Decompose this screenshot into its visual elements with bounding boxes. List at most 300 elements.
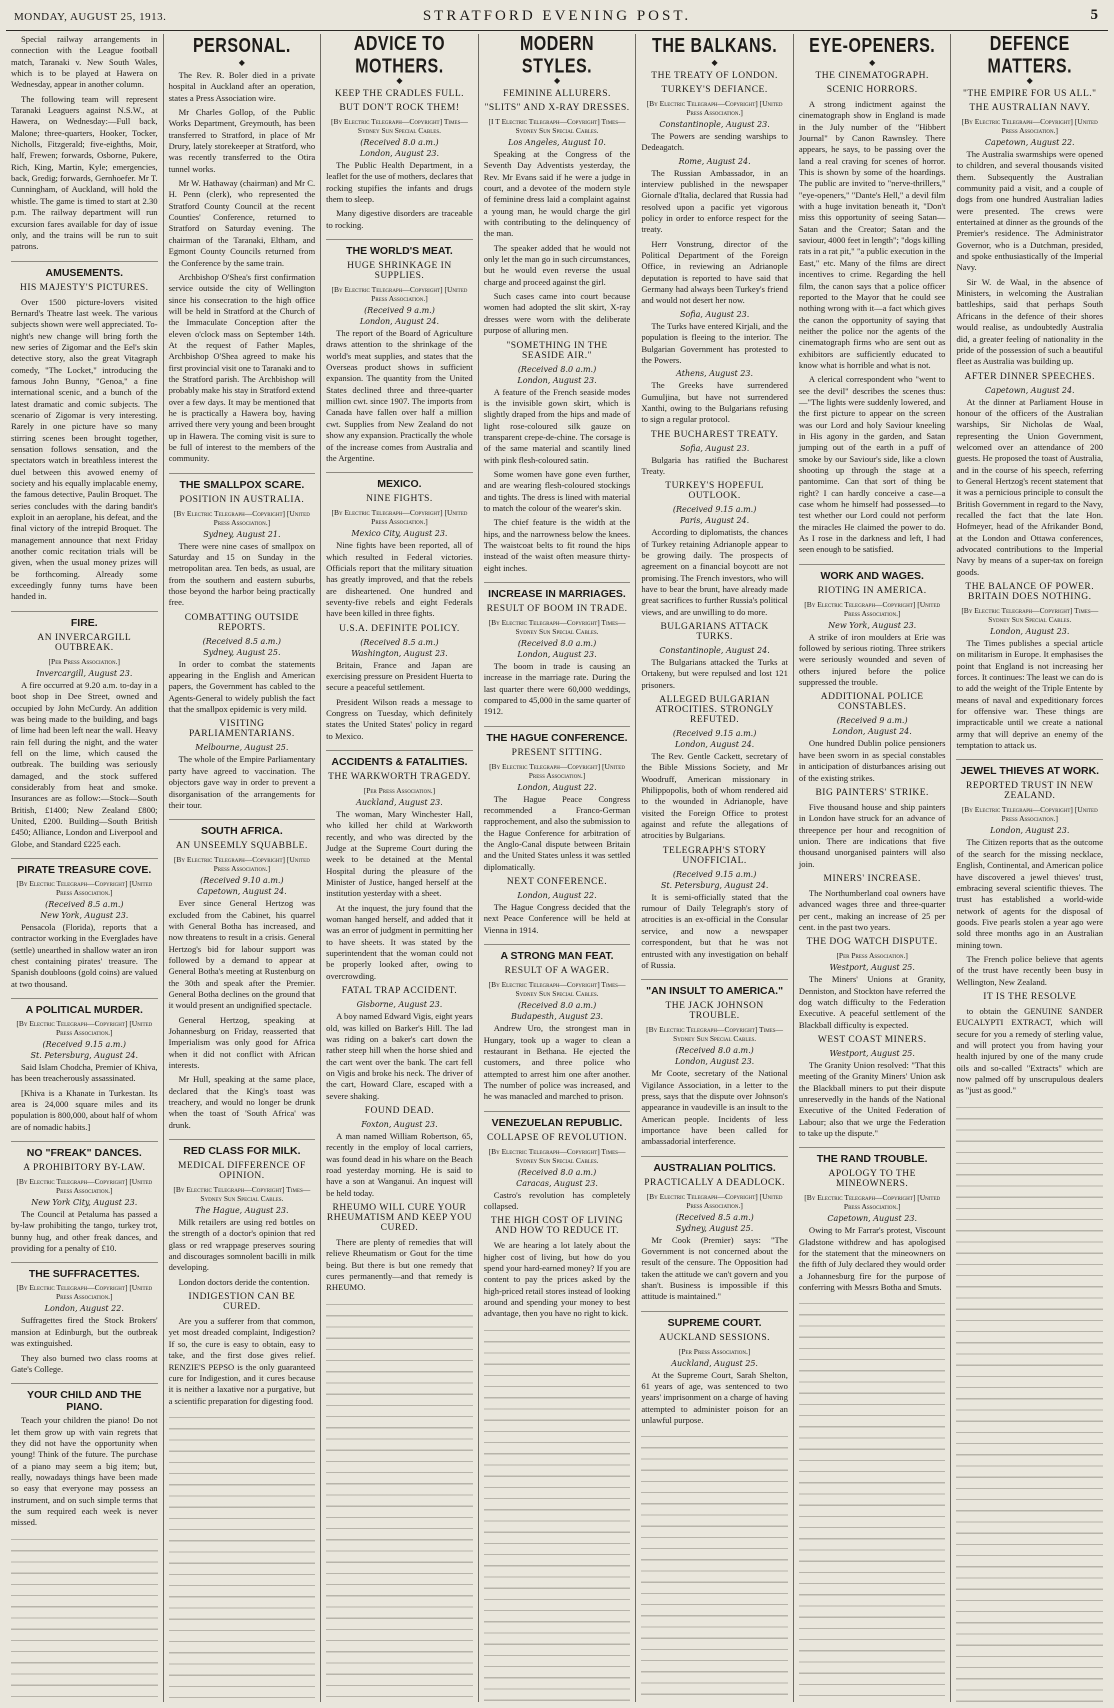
article-subheading: MINERS' INCREASE. [823, 873, 921, 884]
article-subheading: ADDITIONAL POLICE CONSTABLES. [820, 692, 924, 713]
received-time: (Received 9 a.m.) [836, 716, 908, 726]
article-paragraph: Speaking at the Congress of the Seventh Day Adventists yesterday, the Rev. Mr Evans said if he were a judge in court, and a devotee of the modern style of feminine dress laid a complaint against a young man, he would charge the girl with contributing to the delinquency of the man. [483, 149, 631, 239]
article-subheading: THE DOG WATCH DISPUTE. [806, 937, 938, 948]
dateline: St. Petersburg, August 24. [30, 1051, 139, 1061]
article-paragraph: Said Islam Chodcha, Premier of Khiva, has been treacherously assassinated. [11, 1062, 158, 1084]
article [169, 1292, 316, 1407]
article-heading: MEXICO. [326, 472, 473, 490]
column-4 [479, 34, 637, 1702]
dateline: New York, August 23. [40, 910, 129, 920]
article-heading: A STRONG MAN FEAT. [484, 944, 631, 962]
article-subheading: VISITING PARLIAMENTARIANS. [188, 719, 295, 740]
column-heading: EYE-OPENERS. [809, 35, 936, 57]
article-heading: A POLITICAL MURDER. [11, 998, 158, 1016]
wire-credit: [By Electric Telegraph—Copyright] [United Press Association.] [804, 1193, 941, 1212]
article-paragraph: The Public Health Department, in a leaflet for the use of mothers, declares that rocking stupifies the infants and drugs them to sleep. [326, 160, 473, 205]
article-subheading: THE AUSTRALIAN NAVY. [969, 103, 1091, 113]
dateline: Sofia, August 23. [679, 443, 750, 453]
dateline: Sydney, August 21. [203, 529, 281, 539]
article-heading: THE RAND TROUBLE. [799, 1147, 946, 1165]
article-heading: SOUTH AFRICA. [169, 819, 316, 837]
masthead [6, 4, 1108, 31]
article-subheading: AN UNSEEMLY SQUABBLE. [175, 841, 308, 852]
article-subheading: RESULT OF A WAGER. [504, 966, 610, 977]
wire-credit: [I T Electric Telegraph—Copyright] Times—Sydney Sun Special Cables. [488, 117, 626, 135]
continuation-text [799, 1296, 946, 1702]
article-subheading: THE BUCHAREST TREATY. [650, 429, 779, 440]
article [641, 310, 788, 366]
article-subheading: "SOMETHING IN THE SEASIDE AIR." [506, 340, 608, 361]
article-subheading: U.S.A. DEFINITE POLICY. [339, 623, 460, 634]
wire-credit: [By Electric Telegraph—Copyright] [United Press Association.] [804, 599, 941, 618]
article-paragraph: Mr W. Hathaway (chairman) and Mr C. H. Penn (clerk), who represented the Stratford County Council at the recent Counties' Conference, returned to Stratford on Saturday evening. The chairman of the Taranaki, Eltham, and Egmont County Councils returned from the Conference by the same train. [168, 178, 316, 268]
article-paragraph: The woman, Mary Winchester Hall, who killed her child at Warkworth recently, and who was directed by the Judge at the Supreme Court during the week to be detained at the Mental Hospital during the pleasure of the Minister of Justice, hanged herself at the institution yesterday with a sheet. [326, 809, 473, 899]
ornament-divider: ◆ [711, 58, 718, 67]
article-paragraph: A clerical correspondent who "went to see the devil" describes the scenes thus:—"The lights were suddenly lowered, and the first picture to appear on the screen was our Lord and holy Saviour kneeling in His agony in the garden, and Satan jumping out of the earth in a puff of smoke by our Saviour's side, like a clown shooting up through the stage at a pantomime. Can that sort of thing be right? I can hardly conceive a case—a case whom he himself had possessed—to test whether our Lord could not perform the miracles He claimed the power to do. As I rose in the darkness and left, I had seen enough to be satisfied. [798, 374, 946, 555]
article-subheading: FEMININE ALLURERS. [503, 89, 611, 99]
wire-credit: [By Electric Telegraph—Copyright] [United Press Association.] [16, 1283, 153, 1302]
article-subheading: INDIGESTION CAN BE CURED. [188, 1292, 296, 1313]
dateline: London, August 24. [832, 727, 912, 737]
article-paragraph: The Council at Petaluma has passed a by-law prohibiting the tango, turkey trot, bunny hug, and other freak dances, and providing for a penalty of £10. [11, 1209, 158, 1254]
article-subheading: POSITION IN AUSTRALIA. [179, 494, 305, 505]
article [641, 1156, 788, 1303]
wire-credit: [Per Press Association.] [363, 786, 436, 795]
article-paragraph: A feature of the French seaside modes is the invisible gown skirt, which is slightly draped from the hips and made of light rose-coloured silk gauze on transparent crepe-de-chine. The corsage is of the same material and scantily lined with pink flesh-coloured satin. [483, 386, 631, 465]
article-subheading: TURKEY'S HOPEFUL OUTLOOK. [665, 481, 764, 502]
article-paragraph: We are hearing a lot lately about the higher cost of living, but how do you spend your hard-earned money? If you are content to pay the prices asked by the high-priced retail stores instead of looking around and spending your money to best advantage, then you have no right to kick. [483, 1240, 631, 1319]
article-paragraph: In order to combat the statements appearing in the English and American papers, the Government has cabled to the Agents-General to widely publish the fact that the smallpox epidemic is very mild. [168, 658, 316, 715]
wire-credit: [By Electric Telegraph—Copyright] Times—Sydney Sun Special Cables. [173, 1185, 311, 1204]
received-time: (Received 9.10 a.m.) [200, 876, 284, 886]
column-2 [164, 34, 322, 1702]
article [169, 1139, 316, 1288]
article-subheading: THE BALANCE OF POWER. BRITAIN DOES NOTHING. [965, 582, 1095, 603]
article-paragraph: Some women have gone even further, and are wearing flesh-coloured stockings and tights. The dress is lined with material to match the colour of the wearer's skin. [483, 468, 631, 513]
article-paragraph: Archbishop O'Shea's first confirmation service outside the city of Wellington since his consecration to the high office will be held in Stratford at the Church of the Immaculate Conception after the eleven o'clock mass on September 14th. At the request of Father Maples, Archbishop O'Shea agreed to make his first provincial visit one to Taranaki and to the Stratford parish. The Archbishop will probably make his stay in Stratford extend over a few days. It may be mentioned that he is practically a Hawera boy, having arrived there very young and been brought up in Hawera. The coming visit is sure to be full of interest to the members of the community. [168, 271, 316, 464]
article-paragraph: At the dinner at Parliament House in honour of the officers of the Australian warships, Sir Nicholas de Waal, representing the Union Government, welcomed over an attendance of 200 guests. He proposed the toast of Australia, and in the course of his speech, referring to General Hertzog's recent statement that it was a pernicious principle to consult the British Government in regard to the Navy, recalled the fact that the late Hon. Hofmeyer, head of the Afrikander Bond, at the London and Ottawa conferences, advocated contributions to the Imperial Navy by means of a super-tax on foreign goods. [956, 396, 1104, 577]
column-heading: ADVICE TO MOTHERS. [353, 34, 446, 78]
article [484, 1111, 631, 1213]
continuation-text [484, 1323, 631, 1702]
article-subheading: NINE FIGHTS. [366, 494, 433, 505]
article-paragraph: A strike of iron moulders at Erie was followed by serious rioting. Three strikers were seriously wounded and seven of others injured before the police suppressed the trouble. [798, 631, 946, 688]
article-heading: "AN INSULT TO AMERICA." [641, 979, 788, 997]
article-subheading: AFTER DINNER SPEECHES. [964, 371, 1096, 382]
article-subheading: FOUND DEAD. [364, 1105, 435, 1116]
article-paragraph: Pensacola (Florida), reports that a contractor working in the Everglades have (settle) unearthed in shallow water an iron chest containing pirates' treasure. The Spanish doubloons (gold coins) are valued at two thousand. [11, 921, 158, 989]
ornament-divider: ◆ [1026, 76, 1033, 85]
article-paragraph: President Wilson reads a message to Congress on Tuesday, which definitely states the United States' policy in regard to Mexico. [326, 696, 473, 741]
article-paragraph: The Hague Congress decided that the next Peace Conference will be held at Vienna in 1914. [483, 902, 631, 935]
article-paragraph: The Granity Union resolved: "That this meeting of the Granity Miners' Union ask the Blackball miners to put their dispute unreservedly in the hands of the National Executive of the United Federation of Labour; also that we urge the Federation to take up the dispute." [798, 1060, 946, 1139]
dateline: New York, August 23. [828, 620, 917, 630]
article [326, 472, 473, 619]
article-subheading: BIG PAINTERS' STRIKE. [815, 787, 929, 798]
dateline: London, August 23. [359, 149, 440, 158]
article-paragraph: The report of the Board of Agriculture draws attention to the shrinkage of the world's meat supplies, and states that the Overseas product shows in sufficient expansion. The quantity from the United States declined three and three-quarter million cwt. since 1907. The imports from Canada have fallen over half a million cwt. Supplies from New Zealand do not show any expansion. Practically the whole of the increase comes from Australia and the Argentine. [326, 328, 473, 463]
article [484, 341, 631, 575]
article-paragraph: Ever since General Hertzog was excluded from the Cabinet, his quarrel with General Botha has increased, and now threatens to result in a crisis. General Hertzog's bid for labour support was followed by a demand to appear at General Botha's meeting at Rustenburg on the 30th and speak after the Premier. General Botha declines on the ground that it would present an undignified spectacle. [168, 898, 316, 1011]
wire-credit: [By Electric Telegraph—Copyright] [United Press Association.] [646, 99, 783, 117]
column-3 [321, 34, 479, 1702]
columns [6, 34, 1108, 1702]
column-5 [636, 34, 794, 1702]
article-paragraph: Mr Hull, speaking at the same place, declared that the King's toast was treachery, and would no longer be drunk when the toast of 'South Africa' was drunk. [168, 1074, 316, 1130]
article-heading: SUPREME COURT. [641, 1311, 788, 1329]
article-paragraph: Mr Coote, secretary of the National Vigilance Association, in a letter to the press, says that the dispute over Johnson's appearance in vaudeville is an insult to the American people. Incidents of less importance have been called for ambassadorial interference. [641, 1068, 788, 1147]
article-subheading: BUT DON'T ROCK THEM! [339, 103, 460, 113]
dateline: Rome, August 24. [678, 156, 751, 166]
article [641, 622, 788, 691]
article-paragraph: The Russian Ambassador, in an interview published in the newspaper Giornale d'Italia, declared that Russia had resolved upon a pacific yet vigorous policy in order to enforce respect for the treaty. [641, 167, 788, 235]
article-paragraph: The Greeks have surrendered Gumuljina, but have not surrendered Xanthi, owing to the Bulgarians refusing to sign a regular protocol. [641, 380, 788, 425]
article-subheading: ALLEGED BULGARIAN ATROCITIES. STRONGLY REFUTED. [655, 695, 775, 726]
dateline: Westport, August 25. [829, 1049, 915, 1058]
article-subheading: RIOTING IN AMERICA. [817, 585, 927, 596]
article-paragraph: The French police believe that agents of the trust have recently been busy in Wellington, New Zealand. [956, 953, 1104, 987]
article [641, 157, 788, 307]
article-paragraph: The following team will represent Taranaki Leaguers against N.S.W., at Hawera, on Wednesday:—Full back, Malone; three-quarters, Hooker, Tocker, Nicholls, Fitzgerald; five-eighths, Moir, half, Frewen; forwards, Osborne, Pukere, Rich, King, Martin, Kyle; emergencies, back, Gredig; forwards, Gernhoefer. Mr T. Cunningham, of Auckland, will hold the whistle. The game is timed to start at 2.30 p.m. The railway department will run excursion fares available for day of issue only, and the trains will be run to suit patrons. [11, 93, 158, 252]
article [326, 1203, 473, 1294]
wire-credit: [By Electric Telegraph—Copyright] Times—Sydney Sun Special Cables. [488, 1146, 626, 1165]
article-paragraph: Sir W. de Waal, in the absence of Ministers, in welcoming the Australian battleships, said that perhaps South Africans in the defence of their shores would realise, as undoubtedly Australia did, a greater feeling of nationality in the pride of the possession of such a beautiful fleet as Australia was building up. [956, 276, 1104, 367]
continuation-text [169, 1410, 316, 1702]
article [799, 1035, 946, 1139]
article-subheading: RESULT OF BOOM IN TRADE. [486, 604, 628, 614]
article [641, 695, 788, 842]
article-paragraph: General Hertzog, speaking at Johannesburg on Friday, reasserted that Imperialism was only good for Africa when it did not conflict with African interests. [168, 1014, 316, 1070]
article-paragraph: Milk retailers are using red bottles on the strength of a doctor's opinion that red glass or red wrappage preserves souring and discourages somnolent bacilli in milk developing. [168, 1217, 316, 1273]
dateline: Los Angeles, August 10. [508, 138, 606, 147]
article [326, 750, 473, 982]
wire-credit: [By Electric Telegraph—Copyright] [United Press Association.] [331, 285, 468, 304]
article-subheading: HUGE SHRINKAGE IN SUPPLIES. [347, 261, 452, 282]
wire-credit: [By Electric Telegraph—Copyright] Times—Sydney Sun Special Cables. [961, 606, 1099, 625]
received-time: (Received 9.15 a.m.) [672, 505, 757, 515]
article [956, 582, 1103, 751]
article-paragraph: The Turks have entered Kirjali, and the population is fleeing to the interior. The Bulgarian Government has protested to the Powers. [641, 320, 788, 365]
dateline: Caracas, August 23. [516, 1178, 598, 1188]
article-paragraph: A strong indictment against the cinematograph show in England is made in the July number of the "Hibbert Journal" by Canon Rawnsley. There appears, he says, to be passing over the land a real craving for scenes of horror. This is shown by some of the hoardings. The public are invited to "nerve-thrillers," "eye-openers," "Dante's Hell," a devil film with a huge invitation beneath it, "Don't miss this opportunity of seeing Satan—Satan and the Creator; Satan and the saviour, 4000 feet in length"; "dogs killing rats in a rat pit," "a public execution in the East," etc. Many of the films are direct incentives to crime. Regarding the hell film, the canon says that a police officer reported to the Mayor that he could see nothing wrong with it—a fact which gives the canon the opportunity of saying that neither the police nor the agents of the cinematograph firms who are sent out as exhibitors are sufficiently educated to know what is horrible and what is not. [798, 99, 946, 370]
wire-credit: [By Electric Telegraph—Copyright] [United Press Association.] [489, 761, 625, 780]
article [641, 979, 788, 1147]
article-paragraph: Herr Vonstrung, director of the Political Department of the Foreign Office, in reviewing an Adrianople deputation is reported to have said that Germany had always been Turkey's friend and would not desert her now. [641, 238, 788, 306]
article [169, 613, 316, 716]
dateline: Washington, August 23. [351, 648, 448, 658]
article [799, 937, 946, 1031]
article-heading: THE SUFFRACETTES. [11, 1262, 158, 1280]
article-subheading: THE HIGH COST OF LIVING AND HOW TO REDUCE IT. [490, 1216, 624, 1237]
article-heading: ACCIDENTS & FATALITIES. [326, 750, 473, 768]
dateline: Constantinople, August 24. [659, 646, 770, 655]
article-heading: NO "FREAK" DANCES. [11, 1141, 158, 1159]
article [484, 89, 631, 337]
article-subheading: TELEGRAPH'S STORY UNOFFICIAL. [662, 845, 767, 866]
article-subheading: "SLITS" AND X-RAY DRESSES. [484, 103, 630, 113]
article [956, 759, 1103, 987]
wire-credit: [By Electric Telegraph—Copyright] Times—Sydney Sun Special Cables. [488, 618, 626, 636]
dateline: Capetown, August 24. [984, 385, 1075, 395]
article-paragraph: The Powers are sending warships to Dedeagatch. [641, 131, 788, 153]
article [484, 582, 631, 718]
dateline: London, August 22. [44, 1304, 124, 1314]
article-heading: THE WORLD'S MEAT. [326, 239, 473, 257]
article-paragraph: to obtain the GENUINE SANDER EUCALYPTI EXTRACT, which will secure for you a remedy of sterling value, and will protect you from having your health injured by one of the many crude oils and so-called "Extracts" which are now palmed off by unscrupulous dealers as "just as good." [956, 1005, 1104, 1096]
article [956, 372, 1103, 579]
received-time: (Received 9.15 a.m.) [42, 1040, 127, 1050]
dateline: The Hague, August 23. [195, 1206, 289, 1216]
column-heading: PERSONAL. [192, 35, 291, 57]
article [799, 874, 946, 933]
ornament-divider: ◆ [553, 76, 561, 85]
article-paragraph: The Times publishes a special article on militarism in Europe. It emphasises the point that England is not increasing her forces. It continues: The least we can do is to add the weight of the Triple Entente by means of naval and expeditionary forces for offensive war. These things are impracticable until we create a national army that will deprive an enemy of the temptation to attack us. [956, 638, 1104, 751]
article-subheading: WEST COAST MINERS. [817, 1035, 927, 1045]
article-paragraph: There were nine cases of smallpox on Saturday and 15 on Sunday in the metropolitan area. Ten beds, as usual, are from the southern and eastern suburbs, those beyond the harbor being practically free. [168, 540, 316, 608]
dateline: Gisborne, August 23. [356, 1000, 443, 1010]
dateline: Westport, August 25. [829, 963, 915, 973]
dateline: Constantinople, August 23. [659, 120, 770, 129]
article-paragraph: There are plenty of remedies that will relieve Rheumatism or Gout for the time being. But there is but one remedy that cures permanently—and that remedy is RHEUMO. [326, 1236, 473, 1293]
dateline: Auckland, August 25. [671, 1358, 758, 1368]
article-subheading: "THE EMPIRE FOR US ALL." [963, 89, 1097, 99]
article [326, 89, 473, 231]
wire-credit: [By Electric Telegraph—Copyright] [United Press Association.] [16, 1177, 153, 1196]
received-time: (Received 8.0 a.m.) [675, 1046, 754, 1056]
wire-credit: [Per Press Association.] [836, 951, 908, 961]
article-subheading: RHEUMO WILL CURE YOUR RHEUMATISM AND KEEP YOU CURED. [326, 1202, 472, 1233]
article-subheading: COLLAPSE OF REVOLUTION. [487, 1132, 628, 1143]
article-paragraph: The Rev. R. Boler died in a private hospital in Auckland after an operation, states a Press Association wire. [168, 70, 316, 103]
article-heading: YOUR CHILD AND THE PIANO. [11, 1383, 158, 1413]
continuation-text [326, 1297, 473, 1702]
article-paragraph: Five thousand house and ship painters in London have struck for an advance of threepence per hour and recognition of union. There are indications that five thousand unorganised painters will also join. [798, 801, 946, 869]
article-paragraph: The speaker added that he would not only let the man go in such circumstances, but he would even reverse the usual charge and proceed against the girl. [483, 242, 631, 287]
article [11, 858, 158, 990]
issue-date: MONDAY, AUGUST 25, 1913. [14, 11, 167, 23]
article [484, 944, 631, 1102]
received-time: (Received 8.5 a.m.) [202, 636, 282, 646]
dateline: Auckland, August 23. [356, 798, 443, 807]
article-paragraph: One hundred Dublin police pensioners have been sworn in as special constables in anticipation of disturbances arising out of the existing strikes. [798, 738, 946, 783]
continuation-text [11, 1532, 158, 1702]
article [11, 1262, 158, 1375]
continuation-text [956, 1100, 1103, 1702]
article [11, 34, 158, 253]
article-subheading: REPORTED TRUST IN NEW ZEALAND. [965, 781, 1094, 802]
article-paragraph: The Northumberland coal owners have advanced wages three and three-quarter per cent., making an increase of 25 per cent. in the past two years. [798, 887, 946, 932]
received-time: (Received 9.15 a.m.) [672, 869, 757, 879]
article [169, 70, 316, 465]
received-time: (Received 8.0 a.m.) [517, 1001, 597, 1011]
article-heading: VENEZUELAN REPUBLIC. [484, 1111, 631, 1129]
article [956, 89, 1103, 368]
article-subheading: THE JACK JOHNSON TROUBLE. [665, 1001, 764, 1022]
article-paragraph: Suffragettes fired the Stock Brokers' mansion at Edinburgh, but the outbreak was extinguished. [11, 1315, 158, 1349]
received-time: (Received 8.0 a.m.) [517, 1167, 597, 1177]
column-6 [794, 34, 952, 1702]
article [11, 611, 158, 850]
article-heading: AUSTRALIAN POLITICS. [641, 1156, 788, 1174]
dateline: London, August 23. [990, 826, 1070, 836]
article-paragraph: Mr Charles Gollop, of the Public Works Department, Greymouth, has been transferred to Stratford, in place of Mr Drury, lately storekeeper at Stratford, who was recently transferred to the Otira tunnel works. [168, 107, 316, 174]
article-subheading: PRESENT SITTING. [511, 747, 603, 758]
article-paragraph: The whole of the Empire Parliamentary party have agreed to vaccination. The objectors gave way in order to prevent a disorganisation of the arrangements for their tour. [168, 754, 316, 810]
article [641, 481, 788, 618]
article-heading: PIRATE TREASURE COVE. [11, 858, 158, 876]
dateline: Capetown, August 23. [827, 1214, 917, 1224]
wire-credit: [By Electric Telegraph—Copyright] [United Press Association.] [646, 1191, 783, 1210]
received-time: (Received 9.15 a.m.) [672, 729, 757, 739]
article-paragraph: Bulgaria has ratified the Bucharest Treaty. [641, 454, 788, 476]
article-subheading: NEXT CONFERENCE. [506, 877, 608, 888]
received-time: (Received 8.5 a.m.) [360, 637, 439, 647]
article-paragraph: Such cases came into court because women had adopted the slit skirt, X-ray dresses were worn with the deliberate purpose of alluring men. [483, 291, 631, 336]
article [484, 1216, 631, 1319]
received-time: (Received 8.0 a.m.) [360, 138, 439, 147]
article-heading: INCREASE IN MARRIAGES. [484, 582, 631, 600]
ornament-divider: ◆ [396, 76, 403, 85]
article [799, 1147, 946, 1293]
article [326, 1106, 473, 1199]
article-heading: JEWEL THIEVES AT WORK. [956, 759, 1103, 777]
article-paragraph: Over 1500 picture-lovers visited Bernard's Theatre last week. The various subjects shown were well appreciated. To-night's new change will bring forth the new series of Zigomar and the Eel's skin detective story, also the great Vitagraph comedy, "The Locket," introducing the famous John Bunny, "Genoa," a fine international scenic, and a bunch of the latest dramatic and comic subjects. The scenario of Zigomar is very interesting. Rarely in one picture have so many stirring scenes been brought together, sensation follows sensation, and the spectators watch in breathless interest the duel between this avowed enemy of society and his equally implacable enemy, the famous detective, Paulin Broquet. The series concludes with the daring bandit's exploit in an aeroplane, his defeat, and the final victory of the intrepid Broquet. The management announce that next Friday another comic recitation trials will be given, when the usual money prizes will be forthcoming. Already some exceedingly funny turns have been handed in. [11, 296, 158, 602]
article-subheading: BULGARIANS ATTACK TURKS. [660, 622, 769, 642]
wire-credit: [By Electric Telegraph—Copyright] Times—Sydney Sun Special Cables. [331, 117, 468, 135]
ornament-divider: ◆ [869, 58, 876, 67]
article-paragraph: Castro's revolution has completely collapsed. [483, 1189, 631, 1211]
dateline: London, August 22. [517, 782, 597, 792]
dateline: New York City, August 23. [31, 1198, 138, 1208]
dateline: London, August 22. [517, 891, 597, 901]
article [799, 564, 946, 689]
dateline: London, August 23. [517, 375, 597, 385]
article-paragraph: The chief feature is the width at the hips, and the narrowness below the knees. The waistcoat belts to fit round the hips instead of the waist often measure thirty-eight inches. [483, 517, 631, 573]
article-subheading: FATAL TRAP ACCIDENT. [341, 986, 458, 997]
article [326, 239, 473, 464]
article-paragraph: They also burned two class rooms at Gate's College. [11, 1352, 158, 1374]
article-paragraph: Mr Cook (Premier) says: "The Government is not concerned about the result of the censure. The Opposition had taken the attitude we can't govern and you shan't. Business is impossible if this attitude is maintained." [641, 1234, 788, 1302]
dateline: Sofia, August 23. [679, 309, 750, 319]
article-heading: AMUSEMENTS. [11, 261, 158, 279]
article-heading: RED CLASS FOR MILK. [169, 1139, 316, 1157]
wire-credit: [By Electric Telegraph—Copyright] Times—Sydney Sun Special Cables. [646, 1025, 784, 1044]
dateline: Invercargill, August 23. [36, 668, 133, 678]
article-subheading: HIS MAJESTY'S PICTURES. [20, 282, 149, 293]
article-paragraph: Andrew Uro, the strongest man in Hungary, took up a wager to clean a restaurant in Bethana. He ejected the customers, and three police who attempted to arrest him one after another. The number of police was increased, and he was manacled and marched to prison. [483, 1023, 631, 1102]
article-paragraph: The Miners' Unions at Granity, Denniston, and Stockton have referred the dog watch difficulty to the Federation Executive. A peaceful settlement of the Blackball difficulty is expected. [798, 974, 946, 1030]
article [641, 71, 788, 154]
article-paragraph: According to diplomatists, the chances of Turkey retaining Adrianople appear to be growing daily. The prospects of agreement on a financial boycott are not promising. The French investors, who will have to bear the brunt, have already made great sacrifices to further Russia's political views, and are unwilling to do more. [641, 527, 788, 617]
article-subheading: AUCKLAND SESSIONS. [659, 1332, 771, 1343]
article-paragraph: [Khiva is a Khanate in Turkestan. Its area is 24,000 square miles and its population is 800,000, about half of whom are of nomadic habits.] [11, 1087, 158, 1132]
dateline: Foxton, August 23. [361, 1119, 438, 1129]
article [11, 998, 158, 1133]
article-heading: WORK AND WAGES. [799, 564, 946, 582]
article-heading: THE HAGUE CONFERENCE. [484, 726, 631, 744]
article [169, 719, 316, 811]
article-paragraph: Owing to Mr Farrar's protest, Viscount Gladstone withdrew and has apologised for the statement that the mineowners on the fifth of July declared they would order a Johannesburg fire for the purpose of conferring with Messrs Botha and Smuts. [798, 1225, 946, 1293]
received-time: (Received 9 a.m.) [364, 306, 435, 316]
dateline: Melbourne, August 25. [195, 743, 289, 753]
received-time: (Received 8.0 a.m.) [517, 639, 597, 648]
dateline: Capetown, August 22. [984, 138, 1075, 147]
dateline: London, August 23. [517, 650, 597, 659]
article-paragraph: At the inquest, the jury found that the woman hanged herself, and added that it was an error of judgment in permitting her to have sheets. It was stated by the superintendent that the woman could not be properly looked after, owing to overcrowding. [326, 902, 473, 981]
article-subheading: COMBATTING OUTSIDE REPORTS. [184, 612, 300, 633]
dateline: Capetown, August 24. [197, 887, 287, 897]
article-paragraph: Are you a sufferer from that common, yet most dreaded complaint, Indigestion? If so, the cure is easy to obtain, easy to take, and the first dose gives relief. RENZIE'S PEPSO is the only guaranteed cure for Indigestion, and it cures because it is neither a laxative nor a purgative, but a scientific preparation for digesting food. [168, 1316, 316, 1406]
article [799, 788, 946, 870]
dateline: St. Petersburg, August 24. [660, 880, 769, 890]
dateline: London, August 24. [674, 740, 755, 750]
article [484, 726, 631, 873]
wire-credit: [By Electric Telegraph—Copyright] [United Press Association.] [173, 855, 310, 874]
article [799, 71, 946, 556]
article [641, 846, 788, 971]
article-paragraph: The Rev. Gentle Cackett, secretary of the Bible Missions Society, and Mr Woodruff, American missionary in Philippopolis, both of whom rendered aid to the wounded in Adrianople, have visited the Foreign Office to protest against and refute the allegations of atrocities by Bulgarians. [641, 751, 788, 841]
article [326, 986, 473, 1102]
article-subheading: KEEP THE CRADLES FULL. [334, 89, 465, 99]
wire-credit: [By Electric Telegraph—Copyright] [United Press Association.] [173, 508, 310, 527]
article-paragraph: At the Supreme Court, Sarah Shelton, 61 years of age, was sentenced to two years' imprisonment on a charge of having attempted to administer poison for an unlawful purpose. [641, 1369, 788, 1426]
article [326, 624, 473, 742]
article-paragraph: Nine fights have been reported, all of which resulted in Federal victories. Officials report that the military situation has greatly improved, and that the rebels are disheartened. One hundred and seventy-five rebels and eight Federals have been killed in three fights. [326, 540, 473, 619]
article-paragraph: It is semi-officially stated that the rumour of Daily Telegraph's story of atrocities is an ex-official in the Consular service, and now a newspaper correspondent, but that he was not entrusted with any investigation on behalf of Russia. [641, 891, 788, 970]
article [641, 369, 788, 425]
article-subheading: THE TREATY OF LONDON. [651, 71, 778, 81]
newspaper-title: STRATFORD EVENING POST. [422, 8, 692, 24]
article-subheading: AN INVERCARGILL OUTBREAK. [37, 632, 132, 653]
page-number: 5 [1090, 7, 1098, 23]
wire-credit: [Per Press Association.] [48, 656, 121, 666]
dateline: Paris, August 24. [680, 516, 750, 526]
column-heading: DEFENCE MATTERS. [987, 34, 1073, 78]
continuation-text [641, 1429, 788, 1702]
wire-credit: [By Electric Telegraph—Copyright] [United Press Association.] [16, 1019, 153, 1038]
wire-credit: [By Electric Telegraph—Copyright] [United Press Association.] [961, 117, 1098, 135]
article [484, 877, 631, 936]
article-paragraph: The boom in trade is causing an increase in the marriage rate. During the last quarter there were 60,000 weddings, compared to 45,000 in the same quarter of 1912. [483, 661, 631, 717]
article [169, 473, 316, 609]
article-subheading: MEDICAL DIFFERENCE OF OPINION. [177, 1161, 306, 1182]
article-paragraph: Special railway arrangements in connection with the League football match, Taranaki v. New South Wales, which is to be played at Hawera on Wednesday, appear in another column. [11, 34, 158, 90]
article-subheading: PRACTICALLY A DEADLOCK. [644, 1177, 786, 1188]
article-paragraph: A fire occurred at 9.20 a.m. to-day in a boot shop in Dee Street, owned and occupied by John McCurdy. An addition was being made to the building, and bags of lime had been left near the wall. Heavy rain fell during the night, and the water fell on the lime, which caused the outbreak. The building was seriously damaged, and the stock suffered considerably from heat and smoke. Insurances are as follow:—Stock—South British, £1400; New Zealand £800; United, £200. Building—South British £450; Alliance, London and Liverpool and Globe, and Standard £225 each. [11, 679, 158, 849]
article-subheading: TURKEY'S DEFIANCE. [661, 85, 768, 95]
dateline: Mexico City, August 23. [351, 529, 448, 539]
column-1 [6, 34, 164, 1702]
dateline: Sydney, August 25. [675, 1223, 754, 1233]
article-paragraph: Teach your children the piano! Do not let them grow up with vain regrets that they did not have the opportunity when young! Think of the future. The purchase of a piano may seem a big item; but, really, nowadays things have been made so easy that everyone may possess an instrument, and on such simple terms that the sum required each week is never missed. [11, 1415, 158, 1528]
received-time: (Received 8.5 a.m.) [45, 899, 124, 909]
received-time: (Received 8.0 a.m.) [517, 364, 597, 374]
article-paragraph: A boy named Edward Vigis, eight years old, was killed on Barker's Hill. The lad was riding on a baker's cart down the rather steep hill when the horse shied and the cart went over the bank. The cart fell on Vigis and broke his neck. The driver of the cart, Howard Clare, escaped with a severe shaking. [326, 1011, 473, 1101]
wire-credit: [By Electric Telegraph—Copyright] [United Press Association.] [331, 508, 468, 527]
article-subheading: THE CINEMATOGRAPH. [815, 71, 929, 81]
article-paragraph: London doctors deride the contention. [178, 1276, 310, 1287]
article-subheading: IT IS THE RESOLVE [983, 991, 1077, 1002]
article-subheading: APOLOGY TO THE MINEOWNERS. [828, 1169, 916, 1190]
article-paragraph: A man named William Robertson, 65, recently in the employ of local carriers, was found dead in his whare on the Beach road yesterday morning. He is said to have a son at Wanganui. An inquest will be held today. [326, 1130, 473, 1198]
article-subheading: THE WARKWORTH TRAGEDY. [328, 772, 471, 782]
wire-credit: [By Electric Telegraph—Copyright] [United Press Association.] [16, 878, 153, 897]
wire-credit: [By Electric Telegraph—Copyright] [United Press Association.] [961, 805, 1098, 824]
dateline: Sydney, August 25. [203, 647, 281, 657]
article-paragraph: Britain, France and Japan are exercising pressure on President Huerta to secure a peaceful settlement. [326, 659, 473, 693]
article-paragraph: The Australia swarmships were opened to children, and several thousands visited them. Subsequently the Australian community paid a visit, and a couple of dogs from one hundred Australian ladies were presented. The crews were entertained at dinner as the grounds of the Premier's residence. The Administrator Governor, who is a Dutchman, presided, and spoke enthusiastically of the Imperial Navy. [956, 149, 1104, 273]
dateline: Budapesth, August 23. [510, 1012, 604, 1022]
